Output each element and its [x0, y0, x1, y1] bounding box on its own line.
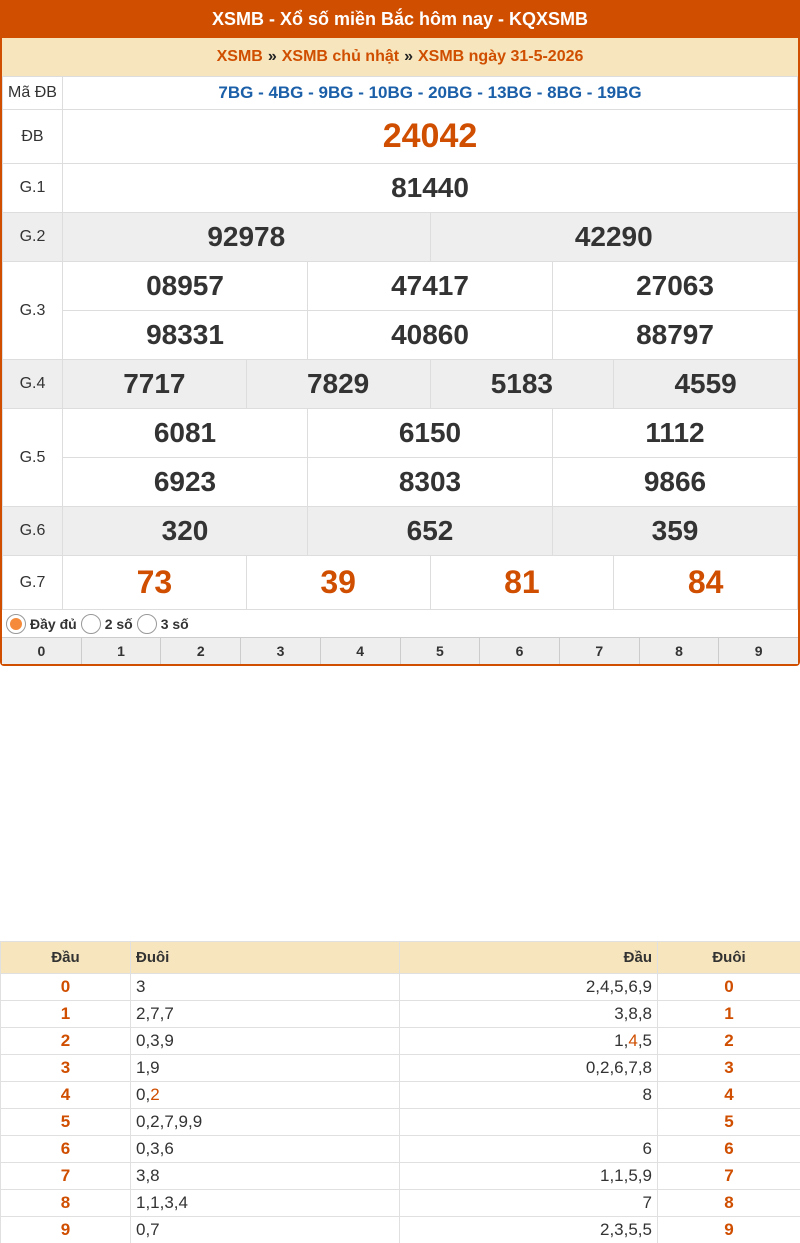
prize-g7: 84 [614, 556, 798, 610]
duoi-digit: 0 [658, 974, 800, 1001]
table-row [1, 1190, 800, 1217]
prize-db: 24042 [63, 110, 798, 164]
dau-digit: 8 [1, 1190, 131, 1217]
dau-digit: 3 [1, 1055, 131, 1082]
dau-digit: 6 [1, 1136, 131, 1163]
option-two-digits[interactable] [81, 614, 133, 634]
duoi-digit: 3 [658, 1055, 800, 1082]
option-two-label: 2 số [104, 615, 133, 632]
prize-g3: 40860 [308, 311, 553, 360]
row-db [3, 110, 798, 164]
dau-list-part: 1, [614, 1031, 629, 1050]
row-g5 [3, 409, 798, 458]
breadcrumb-xsmb[interactable]: XSMB [216, 48, 263, 65]
prize-g2: 92978 [63, 213, 431, 262]
label-madb: Mã ĐB [3, 77, 63, 110]
prize-g3: 47417 [308, 262, 553, 311]
duoi-list: 0,2,7,9,9 [131, 1109, 400, 1136]
row-g4 [3, 360, 798, 409]
label-g3: G.3 [3, 262, 63, 360]
table-row [1, 974, 800, 1001]
dau-list: 2,3,5,5 [400, 1217, 658, 1243]
header-dau: Đầu [400, 942, 658, 974]
prize-g5: 6923 [63, 458, 308, 507]
duoi-list: 0,3,9 [131, 1028, 400, 1055]
dau-list-part: ,5 [637, 1031, 652, 1050]
row-g5 [3, 458, 798, 507]
prize-g7: 81 [430, 556, 614, 610]
prize-g6: 652 [308, 507, 553, 556]
dau-digit: 0 [1, 974, 131, 1001]
duoi-list: 1,1,3,4 [131, 1190, 400, 1217]
digit-button-7[interactable]: 7 [560, 638, 640, 664]
label-g2: G.2 [3, 213, 63, 262]
digit-button-9[interactable]: 9 [719, 638, 798, 664]
label-g6: G.6 [3, 507, 63, 556]
table-row [1, 1028, 800, 1055]
loto-header-row [1, 942, 800, 974]
option-three-digits[interactable] [137, 614, 189, 634]
radio-three-icon[interactable] [137, 614, 157, 634]
duoi-list-highlight: 2 [150, 1085, 160, 1104]
header-duoi: Đuôi [131, 942, 400, 974]
dau-digit: 4 [1, 1082, 131, 1109]
radio-full-icon[interactable] [6, 614, 26, 634]
digit-button-1[interactable]: 1 [82, 638, 162, 664]
breadcrumb-sunday[interactable]: XSMB chủ nhật [281, 48, 400, 65]
loto-table [0, 941, 800, 1243]
madb-codes: 7BG - 4BG - 9BG - 10BG - 20BG - 13BG - 8BG - 19BG [63, 77, 798, 110]
prize-g5: 1112 [553, 409, 798, 458]
row-g7 [3, 556, 798, 610]
prize-g5: 6150 [308, 409, 553, 458]
dau-digit: 2 [1, 1028, 131, 1055]
label-g7: G.7 [3, 556, 63, 610]
duoi-list: 3 [131, 974, 400, 1001]
duoi-list: 0,3,6 [131, 1136, 400, 1163]
prize-g3: 08957 [63, 262, 308, 311]
table-row [1, 1001, 800, 1028]
dau-list: 1,1,5,9 [400, 1163, 658, 1190]
prize-g4: 4559 [614, 360, 798, 409]
prize-g3: 88797 [553, 311, 798, 360]
row-g3 [3, 311, 798, 360]
duoi-digit: 4 [658, 1082, 800, 1109]
dau-list: 0,2,6,7,8 [400, 1055, 658, 1082]
dau-list [400, 1028, 658, 1055]
header-duoi: Đuôi [658, 942, 800, 974]
duoi-list [131, 1082, 400, 1109]
row-madb [3, 77, 798, 110]
row-g3 [3, 262, 798, 311]
prize-g6: 320 [63, 507, 308, 556]
dau-list: 7 [400, 1190, 658, 1217]
digit-button-4[interactable]: 4 [321, 638, 401, 664]
page-title: XSMB - Xổ số miền Bắc hôm nay - KQXSMB [0, 0, 800, 38]
dau-list-highlight: 4 [628, 1031, 638, 1050]
option-full[interactable] [6, 614, 77, 634]
display-options [2, 610, 798, 637]
breadcrumb-date[interactable]: XSMB ngày 31-5-2026 [417, 48, 584, 65]
duoi-digit: 9 [658, 1217, 800, 1243]
duoi-list: 2,7,7 [131, 1001, 400, 1028]
table-row [1, 1163, 800, 1190]
header-dau: Đầu [1, 942, 131, 974]
row-g1 [3, 164, 798, 213]
dau-list: 2,4,5,6,9 [400, 974, 658, 1001]
dau-digit: 5 [1, 1109, 131, 1136]
breadcrumb-separator: » [404, 48, 413, 65]
duoi-digit: 2 [658, 1028, 800, 1055]
digit-button-0[interactable]: 0 [2, 638, 82, 664]
dau-digit: 1 [1, 1001, 131, 1028]
digit-button-3[interactable]: 3 [241, 638, 321, 664]
dau-list [400, 1109, 658, 1136]
prize-g7: 73 [63, 556, 247, 610]
duoi-digit: 8 [658, 1190, 800, 1217]
prize-g3: 27063 [553, 262, 798, 311]
table-row [1, 1217, 800, 1243]
label-g5: G.5 [3, 409, 63, 507]
label-db: ĐB [3, 110, 63, 164]
prize-g5: 6081 [63, 409, 308, 458]
digit-button-8[interactable]: 8 [640, 638, 720, 664]
prize-g4: 7717 [63, 360, 247, 409]
digit-filter [2, 637, 798, 664]
duoi-list: 1,9 [131, 1055, 400, 1082]
dau-digit: 7 [1, 1163, 131, 1190]
duoi-digit: 6 [658, 1136, 800, 1163]
prize-g5: 8303 [308, 458, 553, 507]
duoi-list: 3,8 [131, 1163, 400, 1190]
table-row [1, 1082, 800, 1109]
option-full-label: Đầy đủ [30, 615, 77, 632]
prize-g7: 39 [246, 556, 430, 610]
prize-g3: 98331 [63, 311, 308, 360]
digit-button-6[interactable]: 6 [480, 638, 560, 664]
table-row [1, 1109, 800, 1136]
results-table [2, 76, 798, 610]
row-g6 [3, 507, 798, 556]
label-g1: G.1 [3, 164, 63, 213]
duoi-digit: 7 [658, 1163, 800, 1190]
digit-button-2[interactable]: 2 [161, 638, 241, 664]
dau-list: 3,8,8 [400, 1001, 658, 1028]
radio-two-icon[interactable] [81, 614, 101, 634]
duoi-list-part: 0, [136, 1085, 151, 1104]
duoi-list: 0,7 [131, 1217, 400, 1243]
dau-list: 6 [400, 1136, 658, 1163]
prize-g2: 42290 [430, 213, 798, 262]
prize-g1: 81440 [63, 164, 798, 213]
table-row [1, 1136, 800, 1163]
breadcrumb [2, 38, 798, 76]
table-row [1, 1055, 800, 1082]
dau-list: 8 [400, 1082, 658, 1109]
option-three-label: 3 số [160, 615, 189, 632]
label-g4: G.4 [3, 360, 63, 409]
row-g2 [3, 213, 798, 262]
prize-g4: 7829 [246, 360, 430, 409]
breadcrumb-separator: » [267, 48, 277, 65]
duoi-digit: 5 [658, 1109, 800, 1136]
dau-digit: 9 [1, 1217, 131, 1243]
prize-g6: 359 [553, 507, 798, 556]
prize-g4: 5183 [430, 360, 614, 409]
prize-g5: 9866 [553, 458, 798, 507]
duoi-digit: 1 [658, 1001, 800, 1028]
digit-button-5[interactable]: 5 [401, 638, 481, 664]
